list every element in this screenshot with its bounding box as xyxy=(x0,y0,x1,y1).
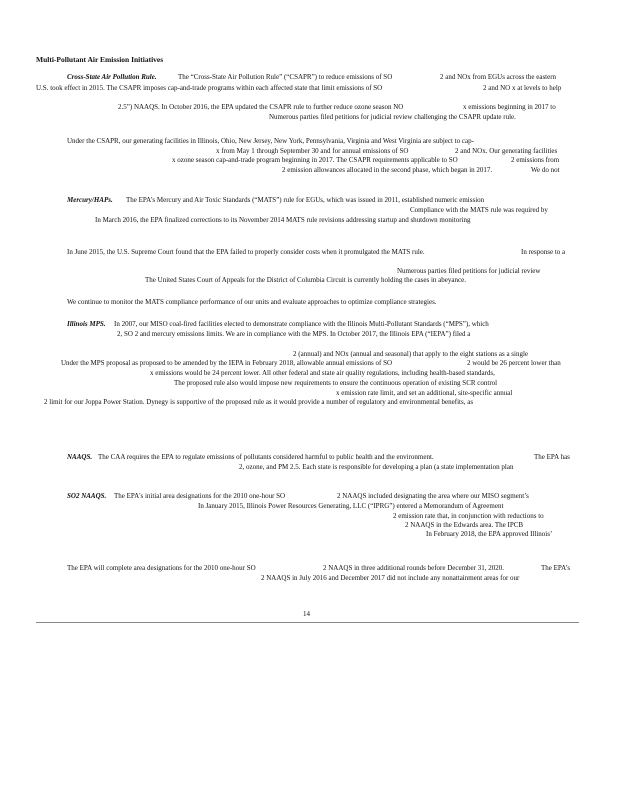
illinois-mps-title: Illinois MPS. xyxy=(67,320,106,328)
text-line: In June 2015, the U.S. Supreme Court found that the EPA failed to properly consider costs when it promulgated the MATS rule. xyxy=(67,248,425,256)
text-line: x emissions would be 24 percent lower. All other federal and state air quality regulations, including health-based standards, xyxy=(150,369,495,377)
mercury-title: Mercury/HAPs. xyxy=(67,196,113,204)
text-line: In response to a xyxy=(521,248,566,256)
text-line: The proposed rule also would impose new requirements to ensure the continuous operation of existing SCR control xyxy=(174,379,498,387)
text-line: 2 emission allowances allocated in the second phase, which began in 2017. xyxy=(282,166,493,174)
text-line: 2 NAAQS included designating the area where our MISO segment’s xyxy=(337,492,529,500)
text-line: x ozone season cap-and-trade program beginning in 2017. The CSAPR requirements applicable to SO xyxy=(172,156,458,164)
text-line: Numerous parties filed petitions for judicial review xyxy=(397,267,541,275)
page-number: 14 xyxy=(303,610,310,618)
text-line: The EPA’s xyxy=(541,564,571,572)
text-line: The CAA requires the EPA to regulate emissions of pollutants considered harmful to public health and the environment. xyxy=(98,453,434,461)
text-line: x emissions beginning in 2017 to xyxy=(463,103,556,111)
so2-naaqs-title: SO2 NAAQS. xyxy=(67,492,107,500)
text-line: 2 and NO x at levels to help xyxy=(483,84,562,92)
text-line: 2 NAAQS in July 2016 and December 2017 did not include any nonattainment areas for our xyxy=(261,574,520,582)
text-line: Compliance with the MATS rule was required by xyxy=(410,206,548,214)
text-line: The EPA's initial area designations for the 2010 one-hour SO xyxy=(114,492,286,500)
text-line: Numerous parties filed petitions for judicial review challenging the CSAPR update rule. xyxy=(269,113,516,121)
text-line: 2 NAAQS in the Edwards area. The IPCB xyxy=(405,521,524,529)
text-line: In March 2016, the EPA finalized corrections to its November 2014 MATS rule revisions addressing startup and shutdown monitoring xyxy=(95,216,471,224)
text-line: x from May 1 through September 30 and for annual emissions of SO xyxy=(216,147,409,155)
section-heading: Multi-Pollutant Air Emission Initiatives xyxy=(36,55,164,64)
text-line: 2 and NOx from EGUs across the eastern xyxy=(440,73,557,81)
text-line: 2.5”) NAAQS. In October 2016, the EPA updated the CSAPR rule to further reduce ozone season NO xyxy=(118,103,404,111)
text-line: In January 2015, Illinois Power Resources Generating, LLC (“IPRG”) entered a Memorandum of Agreement xyxy=(198,502,504,510)
text-line: x emission rate limit, and set an additional, site-specific annual xyxy=(336,389,513,397)
text-line: 2 emission rate that, in conjunction with reductions to xyxy=(393,512,544,520)
text-line: Under the CSAPR, our generating facilities in Illinois, Ohio, New Jersey, New York, Pennsylvania, Virginia and West Virginia are subject to cap- xyxy=(67,137,474,145)
footer-divider xyxy=(36,622,579,623)
text-line: We continue to monitor the MATS compliance performance of our units and evaluate approaches to optimize compliance strategies. xyxy=(67,298,437,306)
text-line: The EPA has xyxy=(534,453,570,461)
text-line: In 2007, our MISO coal-fired facilities elected to demonstrate compliance with the Illinois Multi-Pollutant Standards (“MPS”), which xyxy=(114,320,489,328)
text-line: In February 2018, the EPA approved Illinois’ xyxy=(426,530,553,538)
text-line: The EPA’s Mercury and Air Toxic Standards (“MATS”) rule for EGUs, which was issued in 2011, established numeric emission xyxy=(126,196,485,204)
text-line: U.S. took effect in 2015. The CSAPR imposes cap-and-trade programs within each affected state that limit emissions of SO xyxy=(36,84,383,92)
text-line: 2 and NOx. Our generating facilities xyxy=(455,147,558,155)
text-line: We do not xyxy=(531,166,560,174)
naaqs-title: NAAQS. xyxy=(67,453,93,461)
text-line: The United States Court of Appeals for the District of Columbia Circuit is currently holding the cases in abeyance. xyxy=(145,276,466,284)
csapr-title: Cross-State Air Pollution Rule. xyxy=(67,73,157,81)
text-line: 2 limit for our Joppa Power Station. Dynegy is supportive of the proposed rule as it would provide a number of regulatory and environmental benefits, as xyxy=(44,398,474,406)
text-line: The “Cross-State Air Pollution Rule” (“CSAPR”) to reduce emissions of SO xyxy=(178,73,393,81)
text-line: 2 NAAQS in three additional rounds before December 31, 2020. xyxy=(323,564,504,572)
text-line: 2 would be 26 percent lower than xyxy=(467,359,561,367)
text-line: 2, SO 2 and mercury emissions limits. We are in compliance with the MPS. In October 2017, the Illinois EPA (“IEPA”) filed a xyxy=(117,330,471,338)
text-line: 2 emissions from xyxy=(511,156,560,164)
text-line: The EPA will complete area designations for the 2010 one-hour SO xyxy=(67,564,256,572)
text-line: 2 (annual) and NOx (annual and seasonal) that apply to the eight stations as a single xyxy=(293,350,529,358)
text-line: Under the MPS proposal as proposed to be amended by the IEPA in February 2018, allowable annual emissions of SO xyxy=(61,359,393,367)
text-line: 2, ozone, and PM 2.5. Each state is responsible for developing a plan (a state implementation plan xyxy=(239,463,514,471)
